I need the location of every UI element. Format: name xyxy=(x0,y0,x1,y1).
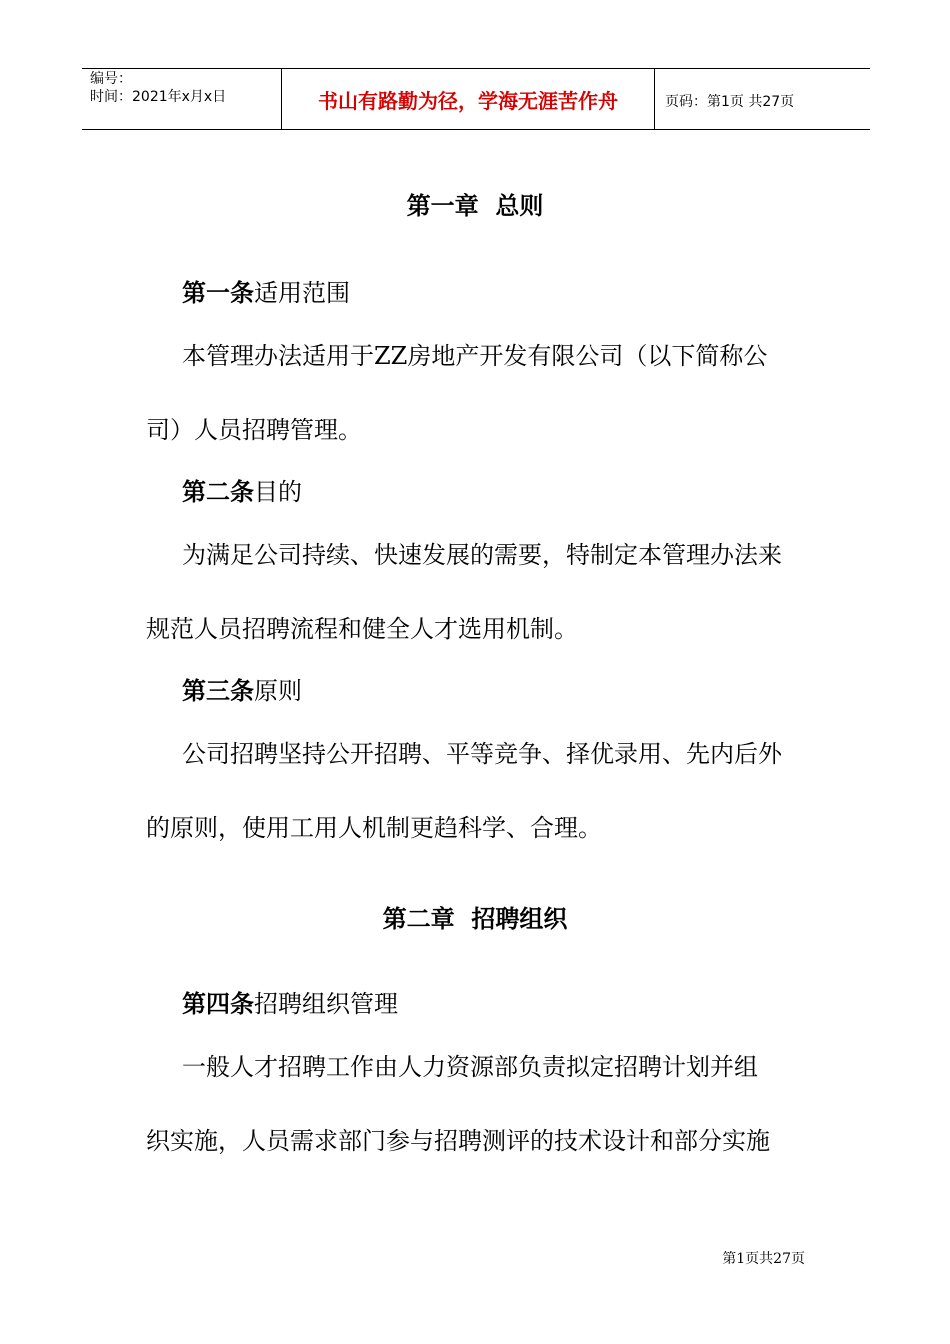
header-motto: 书山有路勤为径，学海无涯苦作舟 xyxy=(318,89,618,113)
document-number-label: 编号： xyxy=(90,71,132,87)
chapter-1-title: 第一章 总则 xyxy=(406,192,544,220)
header-page-info: 页码：第1页 共27页 xyxy=(665,94,795,110)
article-1-text-line-2: 司）人员招聘管理。 xyxy=(146,416,362,444)
article-1-name: 适用范围 xyxy=(254,279,350,307)
article-3-text-line-1: 公司招聘坚持公开招聘、平等竞争、择优录用、先内后外 xyxy=(182,740,782,768)
article-3-number: 第三条 xyxy=(182,677,254,705)
article-2-text-line-1: 为满足公司持续、快速发展的需要，特制定本管理办法来 xyxy=(182,541,782,569)
article-2-name: 目的 xyxy=(254,478,302,506)
article-4-text-line-1: 一般人才招聘工作由人力资源部负责拟定招聘计划并组 xyxy=(182,1053,758,1081)
article-1-heading xyxy=(182,278,350,308)
article-1-text-line-1: 本管理办法适用于ZZ房地产开发有限公司（以下简称公 xyxy=(182,342,768,370)
article-1-number: 第一条 xyxy=(182,279,254,307)
header-meta-cell xyxy=(82,69,282,129)
document-header xyxy=(82,68,870,130)
page-footer: 第1页共27页 xyxy=(722,1251,805,1267)
article-3-name: 原则 xyxy=(254,677,302,705)
article-2-number: 第二条 xyxy=(182,478,254,506)
document-time-label: 时间：2021年x月x日 xyxy=(90,89,227,105)
chapter-2-title: 第二章 招聘组织 xyxy=(382,905,568,933)
article-4-text-line-2: 织实施，人员需求部门参与招聘测评的技术设计和部分实施 xyxy=(146,1127,770,1155)
header-page-cell xyxy=(655,69,870,129)
article-3-heading xyxy=(182,676,302,706)
article-2-text-line-2: 规范人员招聘流程和健全人才选用机制。 xyxy=(146,615,578,643)
header-motto-cell xyxy=(282,69,655,129)
article-3-text-line-2: 的原则，使用工用人机制更趋科学、合理。 xyxy=(146,814,602,842)
article-2-heading xyxy=(182,477,302,507)
article-4-name: 招聘组织管理 xyxy=(254,990,398,1018)
article-4-heading xyxy=(182,989,398,1019)
article-4-number: 第四条 xyxy=(182,990,254,1018)
